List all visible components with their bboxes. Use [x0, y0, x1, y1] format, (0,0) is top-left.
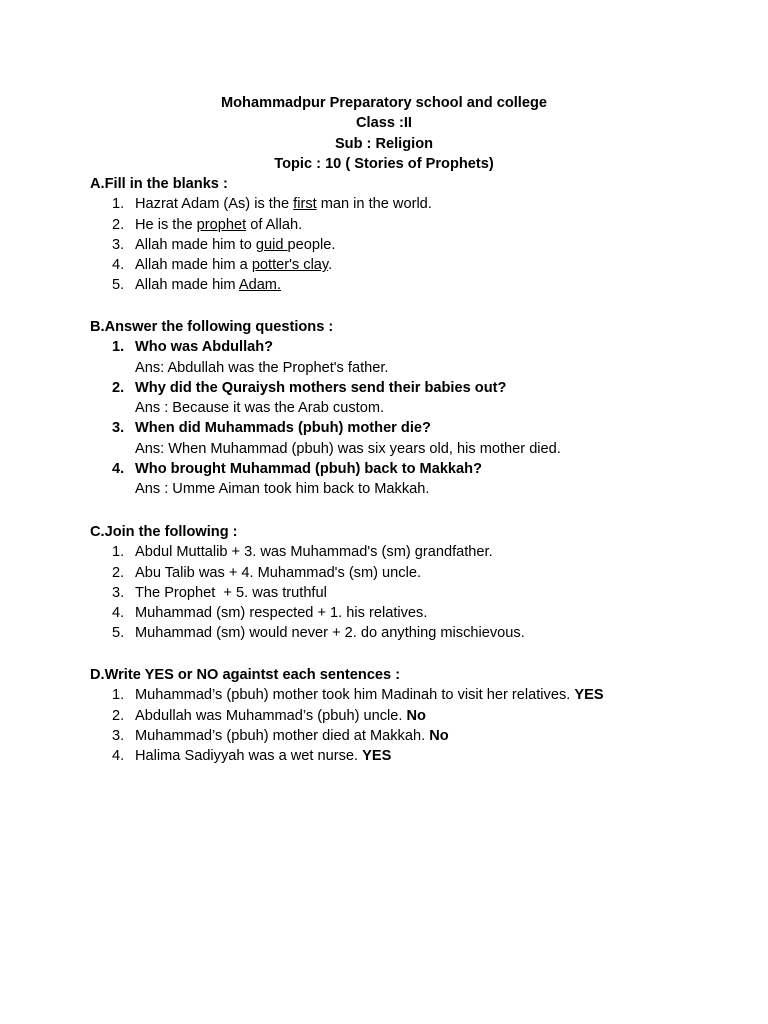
sentence-start: Allah made him to	[135, 236, 256, 253]
item-number: 3.	[112, 584, 125, 601]
item-number: 1.	[112, 544, 125, 561]
list-item	[90, 459, 750, 500]
blank-answer: potter's clay	[251, 257, 329, 274]
item-number: 5.	[112, 625, 125, 642]
item-number: 1.	[112, 196, 125, 213]
item-number: 2.	[112, 379, 125, 396]
statement-text: Abdullah was Muhammad’s (pbuh) uncle.	[135, 707, 407, 724]
list-item	[90, 194, 750, 214]
section-a-title: A.Fill in the blanks :	[90, 176, 228, 192]
list-item	[90, 235, 750, 255]
item-number: 4.	[112, 605, 125, 622]
list-item	[90, 542, 750, 562]
statement-text: Muhammad’s (pbuh) mother took him Madinah to visit her relatives.	[135, 687, 575, 704]
join-list	[90, 542, 750, 643]
list-item	[90, 275, 750, 295]
questions-list	[90, 337, 750, 499]
list-item	[90, 378, 750, 419]
sentence-end: man in the world.	[316, 196, 432, 213]
section-fill-blanks	[90, 174, 750, 296]
sentence-end: of Allah.	[246, 216, 303, 233]
blank-answer: Adam.	[238, 277, 282, 294]
list-item	[90, 418, 750, 459]
question-text: Who was Abdullah?	[135, 339, 274, 356]
item-number: 2.	[112, 707, 125, 724]
yes-no-answer: YES	[574, 687, 604, 704]
question-text: Why did the Quraiysh mothers send their babies out?	[135, 379, 507, 396]
section-questions	[90, 317, 750, 500]
blank-answer: prophet	[196, 216, 247, 233]
item-number: 4.	[112, 748, 125, 765]
yes-no-answer: YES	[362, 748, 392, 765]
list-item	[90, 215, 750, 235]
item-number: 5.	[112, 277, 125, 294]
fill-blanks-list	[90, 194, 750, 295]
sentence-start: Allah made him	[135, 277, 239, 294]
sentence-start: Allah made him a	[135, 257, 252, 274]
list-item	[90, 337, 750, 378]
sentence-start: He is the	[135, 216, 197, 233]
question-text: Who brought Muhammad (pbuh) back to Makkah?	[135, 461, 482, 478]
statement-text: Muhammad’s (pbuh) mother died at Makkah.	[135, 727, 430, 744]
list-item	[90, 255, 750, 275]
item-number: 3.	[112, 420, 125, 437]
yes-no-answer: No	[429, 727, 449, 744]
section-d-title: D.Write YES or NO againtst each sentences :	[90, 667, 401, 683]
yes-no-list	[90, 685, 750, 766]
school-name: Mohammadpur Preparatory school and college	[220, 95, 547, 111]
answer-text: Ans: When Muhammad (pbuh) was six years old, his mother died.	[135, 440, 561, 457]
statement-text: Halima Sadiyyah was a wet nurse.	[135, 748, 363, 765]
list-item	[90, 746, 750, 766]
yes-no-answer: No	[406, 707, 426, 724]
item-number: 3.	[112, 727, 125, 744]
item-number: 4.	[112, 257, 125, 274]
item-number: 2.	[112, 564, 125, 581]
join-text: Muhammad (sm) would never + 2. do anything mischievous.	[135, 625, 525, 642]
sentence-end: people.	[287, 236, 336, 253]
blank-answer: first	[293, 196, 317, 213]
answer-text: Ans : Because it was the Arab custom.	[135, 400, 385, 417]
list-item	[90, 706, 750, 726]
item-number: 2.	[112, 216, 125, 233]
answer-text: Ans: Abdullah was the Prophet's father.	[135, 359, 389, 376]
subject-label: Sub : Religion	[334, 135, 434, 152]
topic-label: Topic : 10 ( Stories of Prophets)	[274, 155, 494, 172]
join-text: Abu Talib was + 4. Muhammad's (sm) uncle.	[135, 564, 421, 581]
item-number: 3.	[112, 236, 125, 253]
blank-answer: guid	[255, 236, 288, 253]
worksheet-header	[0, 93, 768, 174]
class-label: Class :II	[356, 115, 412, 132]
list-item	[90, 583, 750, 603]
section-join	[90, 522, 750, 644]
sentence-start: Hazrat Adam (As) is the	[135, 196, 294, 213]
list-item	[90, 685, 750, 705]
list-item	[90, 623, 750, 643]
answer-text: Ans : Umme Aiman took him back to Makkah.	[135, 481, 430, 498]
join-text: Abdul Muttalib + 3. was Muhammad's (sm) grandfather.	[135, 544, 493, 561]
item-number: 1.	[112, 339, 125, 356]
item-number: 1.	[112, 687, 125, 704]
sentence-end: .	[328, 257, 333, 274]
list-item	[90, 726, 750, 746]
list-item	[90, 603, 750, 623]
join-text: Muhammad (sm) respected + 1. his relatives.	[135, 605, 428, 622]
question-text: When did Muhammads (pbuh) mother die?	[135, 420, 431, 437]
join-text: The Prophet + 5. was truthful	[135, 584, 327, 601]
section-yes-no	[90, 665, 750, 766]
section-c-title: C.Join the following :	[90, 524, 238, 540]
list-item	[90, 563, 750, 583]
section-b-title: B.Answer the following questions :	[90, 319, 334, 335]
item-number: 4.	[112, 461, 125, 478]
